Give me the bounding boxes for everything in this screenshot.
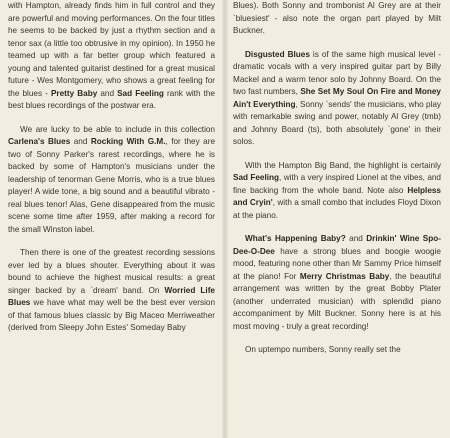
text-run: Blues). Both Sonny and trombonist Al Grey are at their `bluesiest' - also note the organ part played by Milt Buckner. bbox=[233, 1, 441, 35]
left-paragraph-2 bbox=[8, 124, 215, 237]
left-paragraph-1 bbox=[8, 0, 215, 113]
text-run: , Sonny `sends' the musicians, who play with remarkable swing and power, notably Al Grey (tmb) and Johnny Board (ts), both absolutely `gone' in their solos. bbox=[233, 99, 442, 146]
text-run: With the Hampton Big Band, the highlight is certainly bbox=[245, 160, 441, 170]
right-paragraph-1 bbox=[233, 0, 441, 38]
song-title: Sad Feeling bbox=[233, 173, 280, 182]
text-run: have a strong blues and boogie woogie mood, featuring none other than Mr Sammy Price himself at the piano! For bbox=[233, 246, 441, 281]
song-title: Sad Feeling bbox=[117, 88, 164, 98]
text-run: , for they are two of Sonny Parker's rarest recordings, where he is backed by some of Hampton's musicians under the leadership of tenorman Gene Morris, who is a true blues player! A wide tone, a big sound and a beautiful vibrato - real blues tenor! Alas, Gene disappeared from the music scene some time after 1959, after making a record for the small Winston label. bbox=[8, 137, 215, 234]
text-run: and bbox=[97, 88, 118, 98]
song-title: She Set My Soul On Fire and Money Ain't Everything bbox=[233, 87, 441, 109]
right-paragraph-3 bbox=[233, 160, 441, 223]
text-run: with Hampton, already finds him in full control and they are powerful and moving performances. On the four titles he seems to be backed by just a rhythm section and a tenor sax (a little too obtrusive in my opinion). In 1950 he teamed up with a far better group which featured a young and talented guitarist destined for a great musical future - Wes Montgomery, who shows a great feeling for the blues - bbox=[8, 1, 215, 98]
song-title: Carlena's Blues bbox=[8, 137, 71, 146]
text-run: and bbox=[70, 137, 91, 146]
right-paragraph-5 bbox=[233, 344, 441, 357]
text-run: , the beautiful arrangement was written by the great Bobby Plater (another underrated musician) with splendid piano accompaniment by Milt Buckner. Sonny here is at his most moving - truly a great recording! bbox=[233, 271, 441, 331]
song-title: Merry Christmas Baby bbox=[299, 271, 390, 281]
song-title: Pretty Baby bbox=[50, 88, 98, 98]
text-run: and bbox=[345, 234, 367, 243]
right-paragraph-2 bbox=[233, 49, 441, 149]
right-column bbox=[233, 0, 441, 368]
text-run: Then there is one of the greatest recording sessions ever led by a blues shouter. Everything about it was bound to achieve the highest musical results: a great singer backed by a `dream' band. On bbox=[8, 248, 215, 295]
song-title: Drinkin' Wine Spo-Dee-O-Dee bbox=[233, 234, 441, 256]
right-paragraph-4 bbox=[233, 233, 441, 333]
song-title: What's Happening Baby? bbox=[245, 234, 346, 243]
text-run: On uptempo numbers, Sonny really set the bbox=[245, 345, 401, 354]
text-run: is of the same high musical level - dramatic vocals with a very inspired guitar part by Billy Mackel and a warm tenor solo by Johnny Board. On the two fast numbers, bbox=[233, 49, 442, 96]
left-column bbox=[8, 0, 215, 346]
song-title: Helpless and Cryin' bbox=[233, 185, 441, 207]
text-run: rank with the best blues recordings of the postwar era. bbox=[8, 88, 215, 110]
text-run: , with a small combo that includes Floyd Dixon at the piano. bbox=[233, 198, 441, 220]
text-run: , with a very inspired Lionel at the vibes, and fine backing from the whole band. Note also bbox=[233, 173, 441, 195]
page-fold bbox=[222, 0, 228, 438]
song-title: Rocking With G.M. bbox=[90, 137, 166, 146]
song-title: Worried Life Blues bbox=[8, 285, 215, 307]
text-run: we have what may well be the best ever version of that famous blues classic by Big Maceo Merriweather (derived from Sleepy John Estes' Someday Baby bbox=[8, 298, 215, 332]
text-run: We are lucky to be able to include in this collection bbox=[20, 124, 215, 134]
song-title: Disgusted Blues bbox=[245, 49, 310, 59]
left-paragraph-3 bbox=[8, 247, 215, 335]
